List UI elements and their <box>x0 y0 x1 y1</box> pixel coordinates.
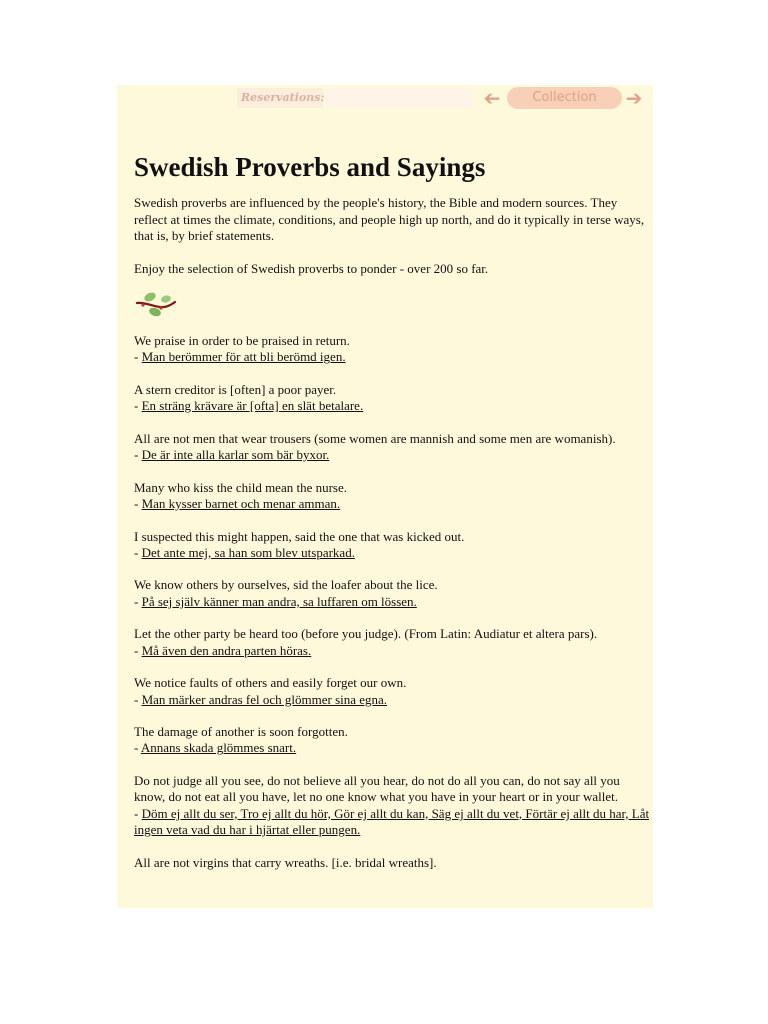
page-title: Swedish Proverbs and Sayings <box>134 152 486 182</box>
proverb-item <box>134 382 654 415</box>
previous-arrow-glyph: ➔ <box>483 86 501 110</box>
proverb-swedish-link[interactable]: På sej själv känner man andra, sa luffaren om lössen. <box>141 593 417 609</box>
proverb-swedish-line: - De är inte alla karlar som bär byxor. <box>134 447 330 463</box>
proverb-swedish-link[interactable]: En sträng krävare är [ofta] en slät betalare. <box>141 398 364 414</box>
proverb-english: The damage of another is soon forgotten. <box>134 724 348 740</box>
proverb-english: Many who kiss the child mean the nurse. <box>134 479 348 495</box>
proverb-swedish-line: - Man märker andras fel och glömmer sina egna. <box>134 691 388 707</box>
proverb-swedish-link[interactable]: De är inte alla karlar som bär byxor. <box>141 447 330 463</box>
top-navigation <box>117 85 653 109</box>
proverb-item <box>134 431 654 464</box>
proverb-swedish-line: - Döm ej allt du ser, Tro ej allt du hör, Gör ej allt du kan, Säg ej allt du vet, Förtär ej allt du har, Låt ingen veta vad du har i hjärtat eller pungen. <box>134 805 650 837</box>
proverb-item <box>134 577 654 610</box>
proverb-swedish-link[interactable]: Må även den andra parten höras. <box>141 642 312 658</box>
proverb-swedish-link[interactable]: Man kysser barnet och menar amman. <box>141 495 341 511</box>
proverb-swedish-line: - Det ante mej, sa han som blev utsparkad. <box>134 544 355 560</box>
proverb-english: Do not judge all you see, do not believe all you hear, do not do all you can, do not say all you know, do not eat all you have, let no one know what you have in your heart or in your wallet. <box>134 773 620 805</box>
proverb-item <box>134 480 654 513</box>
proverb-swedish-line: - Man kysser barnet och menar amman. <box>134 495 341 511</box>
leafy-twig-icon <box>134 289 654 319</box>
proverb-english: We know others by ourselves, sid the loafer about the lice. <box>134 577 438 593</box>
previous-arrow-icon[interactable] <box>481 87 503 109</box>
intro-paragraph: Swedish proverbs are influenced by the people's history, the Bible and modern sources. They reflect at times the climate, conditions, and people high up north, and do it typically in terse ways, that is, by brief statements. <box>134 195 645 243</box>
proverb-swedish-link[interactable]: Man berömmer för att bli berömd igen. <box>141 349 346 365</box>
proverb-item <box>134 675 654 708</box>
proverb-item <box>134 773 654 838</box>
reservations-label: Reservations: <box>237 88 323 108</box>
proverb-swedish-link[interactable]: Det ante mej, sa han som blev utsparkad. <box>141 544 355 560</box>
proverb-swedish-link[interactable]: Man märker andras fel och glömmer sina egna. <box>141 691 388 707</box>
proverb-list <box>134 333 654 871</box>
proverb-english: Let the other party be heard too (before you judge). (From Latin: Audiatur et altera pars). <box>134 626 598 642</box>
proverb-item <box>134 333 654 366</box>
proverb-swedish-link[interactable]: Annans skada glömmes snart. <box>140 740 297 756</box>
proverb-item <box>134 626 654 659</box>
proverb-english: A stern creditor is [often] a poor payer. <box>134 381 337 397</box>
reservations-field[interactable] <box>326 88 472 108</box>
proverb-english: I suspected this might happen, said the one that was kicked out. <box>134 528 465 544</box>
proverb-item <box>134 855 654 871</box>
proverb-item <box>134 724 654 757</box>
proverb-swedish-line: - En sträng krävare är [ofta] en slät betalare. <box>134 398 364 414</box>
next-arrow-icon[interactable] <box>623 87 645 109</box>
proverb-english: We praise in order to be praised in return. <box>134 333 350 348</box>
proverb-english: All are not men that wear trousers (some women are mannish and some men are womanish). <box>134 430 616 446</box>
next-arrow-glyph: ➔ <box>625 86 643 110</box>
enjoy-paragraph: Enjoy the selection of Swedish proverbs to ponder - over 200 so far. <box>134 260 489 276</box>
collection-button[interactable]: Collection <box>507 87 622 109</box>
page-body <box>117 85 653 908</box>
proverb-swedish-line: - På sej själv känner man andra, sa luffaren om lössen. <box>134 593 417 609</box>
proverb-swedish-line: - Man berömmer för att bli berömd igen. <box>134 349 346 365</box>
proverb-swedish-line: - Annans skada glömmes snart. <box>134 740 297 756</box>
main-content <box>134 149 654 887</box>
proverb-english: We notice faults of others and easily forget our own. <box>134 675 407 691</box>
proverb-english: All are not virgins that carry wreaths. [i.e. bridal wreaths]. <box>134 854 437 870</box>
proverb-swedish-line: - Må även den andra parten höras. <box>134 642 312 658</box>
proverb-swedish-link[interactable]: Döm ej allt du ser, Tro ej allt du hör, Gör ej allt du kan, Säg ej allt du vet, Förtär ej allt du har, Låt ingen veta vad du har i hjärtat eller pungen. <box>134 805 650 837</box>
proverb-item <box>134 529 654 562</box>
